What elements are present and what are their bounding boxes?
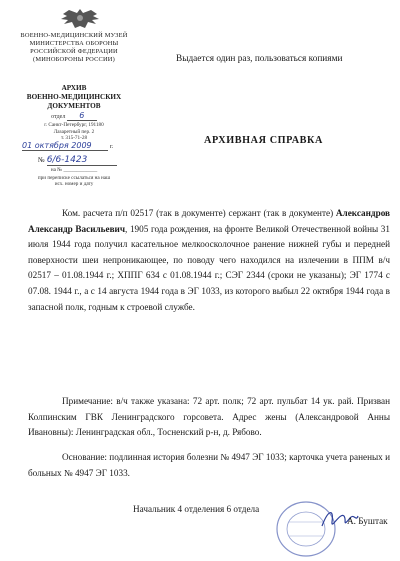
date-field: [22, 141, 142, 151]
date-value: 01 октября 2009: [22, 141, 108, 151]
number-label: №: [38, 156, 45, 164]
reply-line: на № _____________: [50, 167, 98, 173]
number-field: [38, 155, 148, 166]
person-name: Александров Александр Васильевич: [28, 208, 391, 234]
archive-title-line: АРХИВ: [61, 84, 87, 92]
issue-note: Выдается один раз, пользоваться копиями: [176, 54, 343, 64]
date-suffix: г.: [110, 144, 114, 150]
signatory-name: А. Буштак: [347, 516, 388, 526]
reply-note: при переписке ссылаться на наш: [37, 175, 111, 181]
signatory-title: Начальник 4 отделения 6 отдела: [133, 504, 260, 514]
double-headed-eagle-emblem-icon: [55, 6, 105, 32]
paragraph-1-lead: Ком. расчета п/п 02517 (так в документе) сержант (так в документе): [62, 208, 334, 218]
section-value: 6: [67, 113, 97, 121]
number-value: 6/6-1423: [47, 155, 117, 166]
body-paragraph-3: [28, 450, 390, 481]
archive-title-line: ДОКУМЕНТОВ: [47, 102, 101, 110]
address-line: Лазаретный пер. 2: [53, 128, 95, 135]
letterhead-org-line: МИНИСТЕРСТВА ОБОРОНЫ: [29, 40, 119, 47]
basis-paragraph: Основание: подлинная история болезни № 4947 ЭГ 1033; карточка учета раненых и больных № 4947 ЭГ 1033.: [28, 452, 390, 478]
address-line: г. Санкт-Петербург, 191180: [44, 122, 104, 128]
letterhead-org-line: ВОЕННО-МЕДИЦИНСКИЙ МУЗЕЙ: [20, 32, 128, 39]
address-line: т. 315-71-28: [60, 135, 88, 141]
archive-title-line: ВОЕННО-МЕДИЦИНСКИХ: [26, 93, 122, 101]
reply-note: исх. номер и дату: [54, 181, 94, 187]
paragraph-1-rest: , 1905 года рождения, на фронте Великой Отечественной войны 31 июля 1944 года получил касательное мелкоосколочное ранение нижней губы и передней поверхности шеи непроникающее, по поводу чего находился на излечении в ППМ в/ч 02517 – 01.08.1944 г.; ХППГ 634 с 01.08.1944 г.; СЭГ 2344 (сроки не указаны); ЭГ 1774 с 07.08. 1944 г., а с 14 августа 1944 года в ЭГ 1033, из которого выбыл 22 октября 1944 года в запасной полк, годным к строевой службе.: [28, 223, 390, 312]
body-paragraph-2: [28, 394, 390, 441]
document-title: АРХИВНАЯ СПРАВКА: [204, 135, 323, 146]
body-paragraph-1: [28, 206, 390, 315]
note-paragraph: Примечание: в/ч также указана: 72 арт. полк; 72 арт. пульбат 14 ук. рай. Призван Колпинским ГВК Ленинградского горсовета. Адрес жены (Александровой Анны Ивановны): Ленинградская обл., Тосненский р-н, д. Рябово.: [28, 396, 390, 438]
section-label: отдел: [51, 114, 66, 120]
letterhead-org-line: РОССИЙСКОЙ ФЕДЕРАЦИИ: [30, 48, 118, 55]
letterhead-org-line: (МИНОБОРОНЫ РОССИИ): [33, 56, 115, 63]
section-field: [0, 113, 148, 121]
